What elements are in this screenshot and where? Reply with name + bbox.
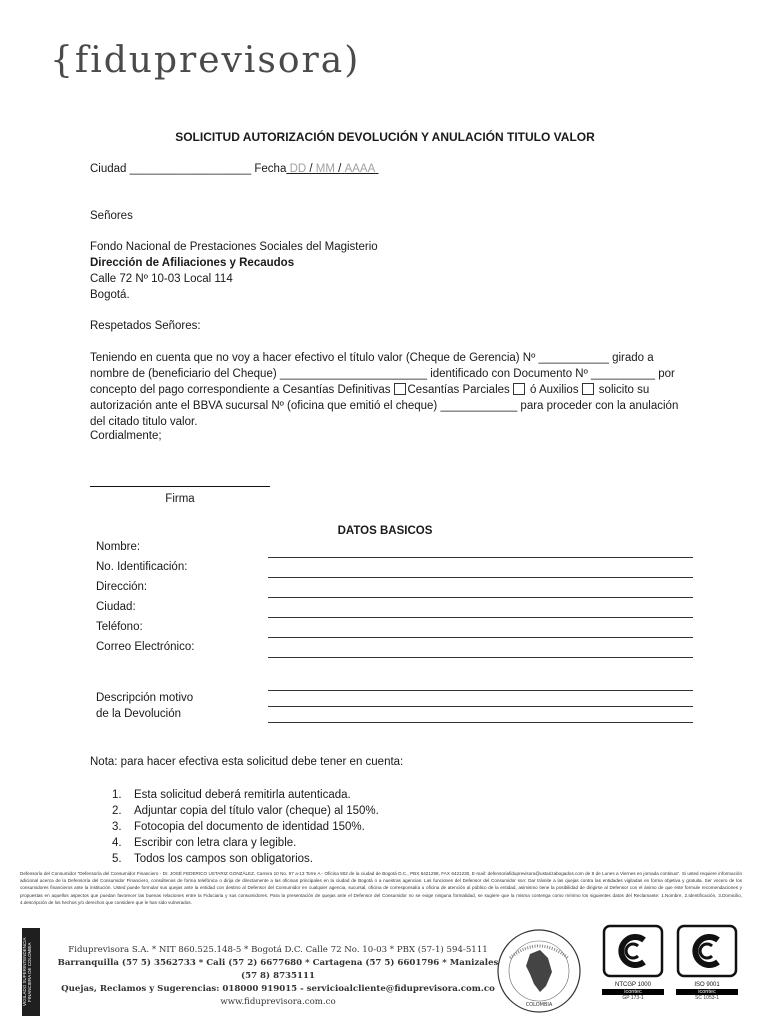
city-date-line <box>90 163 378 175</box>
footer-line-2: Barranquilla (57 5) 3562733 * Cali (57 2) 6677680 * Cartagena (57 5) 6601796 * Manizales (57 8) 8735111 <box>57 958 499 981</box>
closing: Cordialmente; <box>90 430 162 442</box>
field-line-nombre[interactable] <box>268 557 693 558</box>
motivo-line-1[interactable] <box>268 690 693 691</box>
addressee-line-4: Bogotá. <box>90 289 130 301</box>
addressee-line-3: Calle 72 Nº 10-03 Local 114 <box>90 273 233 285</box>
footer-line-3: Quejas, Reclamos y Sugerencias: 018000 919015 - servicioalcliente@fiduprevisora.com.co <box>61 984 495 994</box>
list-item: 1. Esta solicitud deberá remitirla autenticada. <box>112 789 351 801</box>
document-title: SOLICITUD AUTORIZACIÓN DEVOLUCIÓN Y ANULACIÓN TITULO VALOR <box>175 130 595 144</box>
date-field[interactable]: DD / MM / AAAA <box>289 163 376 175</box>
icontec-mark-icon <box>676 924 738 978</box>
field-label-telefono: Teléfono: <box>96 621 143 633</box>
seal-icon <box>496 928 582 1014</box>
svg-text:COLOMBIA: COLOMBIA <box>525 1002 553 1008</box>
cert-id: GP 173-1 <box>622 995 644 1001</box>
motivo-line-2[interactable] <box>268 706 693 707</box>
list-item: 4. Escribir con letra clara y legible. <box>112 837 297 849</box>
company-footer <box>52 944 504 1009</box>
field-label-nombre: Nombre: <box>96 541 141 553</box>
footer-line-1: Fiduprevisora S.A. * NIT 860.525.148-5 * Bogotá D.C. Calle 72 No. 10-03 * PBX (57-1) 594-5111 <box>68 945 488 955</box>
greeting: Respetados Señores: <box>90 320 201 332</box>
motivo-label-line-2: de la Devolución <box>96 708 182 720</box>
beneficiary-field[interactable]: _______________________ <box>279 368 427 380</box>
colombia-quality-seal <box>496 928 582 1017</box>
salutation: Señores <box>90 210 133 222</box>
field-label-identificacion: No. Identificación: <box>96 561 188 573</box>
date-label: Fecha <box>254 163 287 175</box>
motivo-label-line-1: Descripción motivo <box>96 692 194 704</box>
option-cesantias-definitivas: Cesantías Definitivas <box>282 384 391 396</box>
field-line-telefono[interactable] <box>268 637 693 638</box>
option-auxilios: Auxilios <box>538 384 579 396</box>
signature-label: Firma <box>165 493 195 505</box>
year-placeholder: AAAA <box>344 163 376 175</box>
list-item: 3. Fotocopia del documento de identidad 150%. <box>112 821 365 833</box>
cheque-number-field[interactable]: ___________ <box>538 352 609 364</box>
signature-line[interactable] <box>90 486 270 487</box>
checkbox-cesantias-parciales[interactable] <box>513 383 525 395</box>
day-placeholder: DD <box>289 163 307 175</box>
addressee-line-1: Fondo Nacional de Prestaciones Sociales del Magisterio <box>90 241 378 253</box>
checkbox-auxilios[interactable] <box>582 383 594 395</box>
fiduprevisora-logo: {fiduprevisora) <box>50 40 361 81</box>
field-line-correo[interactable] <box>268 657 693 658</box>
list-item: 5. Todos los campos son obligatorios. <box>112 853 313 865</box>
city-field[interactable]: ___________________ <box>129 163 252 175</box>
field-label-correo: Correo Electrónico: <box>96 641 195 653</box>
motivo-line-3[interactable] <box>268 722 693 723</box>
nota-heading: Nota: para hacer efectiva esta solicitud debe tener en cuenta: <box>90 756 404 768</box>
field-label-ciudad: Ciudad: <box>96 601 136 613</box>
icontec-mark-icon <box>602 924 664 978</box>
icontec-iso-certificate <box>676 924 738 1001</box>
requirements-list <box>112 787 379 867</box>
defensoria-legal-text: Defensoría del Consumidor "Defensoría del Consumidor Financiero - Dr. JOSÉ FEDERICO USTARIZ GONZÁLEZ. Carrera 10 No. 97 a-13 Torre A - Oficina 502 de la ciudad de Bogotá D.C., PBX 6421298, FAX 6421230, E-mail: defensoriafiduprevisora@ustarizabogados.com de 8 de Lunes a Viernes en jornada continua". Si usted requiere información adicional acerca de la Defensoría del Consumidor Financiero, consúltenos de forma telefónica o dirija de directamente a las oficinas principales en la ciudad de Bogotá o a nuestras agencias. Las funciones del Defensor del Consumidor son: Dar trámite a las quejas contra las entidades vigiladas en forma objetiva y gratuita. Ser vocero de los consumidores financieros ante la institución. Usted puede formular sus quejas ante la entidad con destino al Defensor del Consumidor en cualquier agencia, sucursal, oficina de corresponsalía u oficina de atención al público de la entidad, asimismo tiene la posibilidad de dirigirse al Defensor con el ánimo de que éste formule recomendaciones y propuestas en aquellos aspectos que puedan favorecer las buenas relaciones entre la Fiduciaria y sus consumidores. Para la presentación de quejas ante el Defensor del Consumidor no se exige ninguna formalidad, se sugiere que la misma contenga como mínimo los siguientes datos del Reclamante: 1.Nombre, 2.Identificación, 3.Domicilio, 4.descripción de los hechos y/o derechos que considere que le han sido vulnerados. <box>20 871 742 905</box>
branch-number-field[interactable]: ____________ <box>440 400 518 412</box>
cert-code-ntcgp: NTCGP 1000 <box>615 982 651 988</box>
request-paragraph: Teniendo en cuenta que no voy a hacer efectivo el título valor (Cheque de Gerencia) Nº ___________ girado a nombre de (beneficiario del Cheque) _______________________ identificado con Documento Nº __________ por concepto del pago correspondiente a Cesantías Definitivas Cesantías Parciales ó Auxilios solicito su autorización ante el BBVA sucursal Nº (oficina que emitió el cheque) ____________ para proceder con la anulación del citado titulo valor. <box>90 352 679 428</box>
list-item: 2. Adjuntar copia del título valor (cheque) al 150%. <box>112 805 379 817</box>
field-line-direccion[interactable] <box>268 597 693 598</box>
cert-id: SC 1053-1 <box>695 995 719 1001</box>
field-line-identificacion[interactable] <box>268 577 693 578</box>
addressee-line-2: Dirección de Afiliaciones y Recaudos <box>90 257 295 269</box>
datos-basicos-heading: DATOS BASICOS <box>337 525 433 537</box>
field-line-ciudad[interactable] <box>268 617 693 618</box>
vigilado-superfinanciera-logo: VIGILADO SUPERINTENDENCIA FINANCIERA DE COLOMBIA <box>22 928 40 1016</box>
cert-brand: icontec <box>602 989 664 995</box>
cert-brand: icontec <box>676 989 738 995</box>
month-placeholder: MM <box>315 163 335 175</box>
footer-line-4: www.fiduprevisora.com.co <box>220 997 336 1007</box>
document-number-field[interactable]: __________ <box>591 368 655 380</box>
option-cesantias-parciales: Cesantías Parciales <box>407 384 510 396</box>
city-label: Ciudad <box>90 163 127 175</box>
checkbox-cesantias-definitivas[interactable] <box>394 383 406 395</box>
field-label-direccion: Dirección: <box>96 581 148 593</box>
icontec-ntcgp-certificate <box>602 924 664 1001</box>
cert-code-iso: ISO 9001 <box>694 982 720 988</box>
